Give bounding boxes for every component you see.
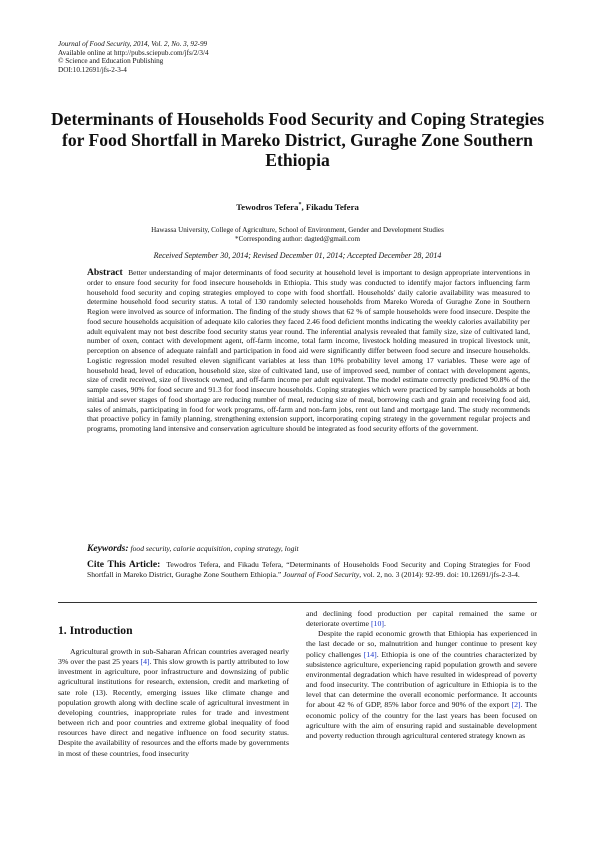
abstract-text: Better understanding of major determinants of food security at household level is important to design appropriate interventions in order to ensure food security for food insecure households in Ethiopia. This study was conducted to identify major factors influencing farm household food security and coping strategies employed to cope with food shortfall. Households' daily calorie availability was measured to determine household food security status. A total of 130 randomly selected households from Mareko Woreda of Guraghe Zone in Southern Region were involved as source of information. The finding of the study shows that 62 % of sample households were food insecure. Despite the food secure households acquisition of adequate kilo calories they faced 2.46 food deficient months indicating the weekly calories availability per adult equivalent may not best describe food security status year round. The inferential analysis revealed that family size, size of cultivated land, number of oxen, contact with development agent, off-farm income, total farm income, livestock holding measured in tropical livestock unit, perception on absence of adequate rainfall and participation in food aid were significantly differ between food secure and insecure households. Logistic regression model resulted eleven significant variables at less than 10% probability level among 17 variables. These were age of household head, level of education, household size, size of cultivated land, use of improved seed, number of contact with development agents, size of credit received, size of livestock owned, and off-farm income per adult equivalent. The model estimate correctly predicted 90.8% of the sample cases, 90% for food secure and 91.3 for food insecure households. Coping strategies which were practiced by sample households at both initial and sever stages of food shortage are reducing number of meal, reducing size of meal, borrowing cash and grain and receiving food aid, sales of animals, participating in food for work programs, off-farm and non-farm jobs, rent out land and mortgage land. The study recommends that proactive policy in family planning, strengthening extension support, incorporating coping strategy in the government regular projects and programs, promoting land intensive and conservation agriculture should be integrated as food security efforts of the government. bbox=[87, 268, 530, 433]
cite-text: Tewodros Tefera, and Fikadu Tefera, “Determinants of Households Food Security and Coping Strategies for Food Shortfall in Mareko District, Guraghe Zone Southern Ethiopia.” bbox=[87, 560, 530, 579]
doi-line: DOI:10.12691/jfs-2-3-4 bbox=[58, 65, 127, 74]
intro-paragraph-1 bbox=[58, 647, 289, 759]
reference-link-10[interactable]: [10] bbox=[370, 619, 384, 629]
section-heading-introduction: 1. Introduction bbox=[58, 624, 133, 637]
keywords-text: food security, calorie acquisition, coping strategy, logit bbox=[130, 544, 299, 553]
keywords bbox=[87, 543, 530, 554]
publisher-line: © Science and Education Publishing bbox=[58, 57, 164, 66]
body-text: . Ethiopia is one of the countries characterized by subsistence agriculture, experiencing rapid population growth and severe environmental degradation which have resulted in widespread of poverty and food insecurity. The contribution of agriculture in Ethiopia is to the level that can determine the overall economic performance. It accounts for about 42 % of GDP, 85% labor force and 90% of the export bbox=[306, 649, 537, 710]
section-divider bbox=[58, 602, 537, 603]
cite-this-article bbox=[87, 560, 530, 580]
reference-link-2[interactable]: [2] bbox=[511, 700, 521, 710]
abstract-label: Abstract bbox=[87, 267, 123, 278]
institution: Hawassa University, College of Agriculture, School of Environment, Gender and Development Studies bbox=[151, 226, 444, 234]
right-column bbox=[306, 609, 537, 741]
journal-citation: Journal of Food Security, 2014, Vol. 2, No. 3, 92-99 bbox=[58, 40, 208, 48]
left-column bbox=[58, 647, 289, 759]
availability-line: Available online at http://pubs.sciepub.com/jfs/2/3/4 bbox=[58, 48, 209, 57]
keywords-label: Keywords: bbox=[87, 543, 129, 554]
cite-details: , vol. 2, no. 3 (2014): 92-99. doi: 10.12691/jfs-2-3-4. bbox=[359, 569, 520, 579]
corresponding-author: *Corresponding author: dagted@gmail.com bbox=[235, 235, 360, 243]
paper-title: Determinants of Households Food Security and Coping Strategies for Food Shortfall in Mareko District, Guraghe Zone Southern Ethiopia bbox=[50, 109, 545, 170]
abstract bbox=[87, 268, 530, 434]
submission-dates: Received September 30, 2014; Revised December 01, 2014; Accepted December 28, 2014 bbox=[153, 251, 442, 260]
author-list bbox=[0, 202, 595, 212]
body-text: Despite the rapid economic growth that Ethiopia has experienced in the last decade or so, malnutrition and hunger continue to present key policy challenges bbox=[306, 629, 537, 659]
cite-journal: Journal of Food Security bbox=[283, 569, 360, 579]
author-first: Tewodros Tefera bbox=[236, 202, 299, 212]
intro-paragraph-1-cont bbox=[306, 609, 537, 629]
intro-paragraph-2 bbox=[306, 629, 537, 741]
reference-link-14[interactable]: [14] bbox=[363, 649, 377, 659]
body-text: Agricultural growth in sub-Saharan African countries averaged nearly 3% over the past 25 years bbox=[58, 647, 289, 667]
author-second: Fikadu Tefera bbox=[305, 202, 359, 212]
cite-label: Cite This Article: bbox=[87, 559, 161, 570]
corresponding-mark: * bbox=[298, 202, 302, 209]
affiliation bbox=[0, 226, 595, 244]
body-text: . bbox=[383, 619, 386, 629]
author-separator: , bbox=[301, 202, 306, 212]
journal-header bbox=[58, 40, 209, 74]
reference-link-4[interactable]: [4] bbox=[140, 657, 150, 667]
body-text: . The economic policy of the country for the last years has been focused on agriculture with the aim of ensuring rapid and sustainable development and poverty reduction through agricultural centered strategy known as bbox=[306, 700, 537, 740]
body-text: . This slow growth is partly attributed to low investment in agriculture, poor infrastructure and downsizing of public agricultural institutions for research, extension, credit and marketing of sate role (13). Recently, emerging issues like climate change and population growth along with decline scale of agricultural investment in developing countries, inappropriate rules for trade and investment between rich and poor countries and extreme global inequality of food resources have direct and negative influence on food security status. Despite the availability of resources and the efforts made by governments in most of these countries, food insecurity bbox=[58, 657, 289, 758]
body-text: and declining food production per capital remained the same or deteriorate overtime bbox=[306, 609, 537, 629]
